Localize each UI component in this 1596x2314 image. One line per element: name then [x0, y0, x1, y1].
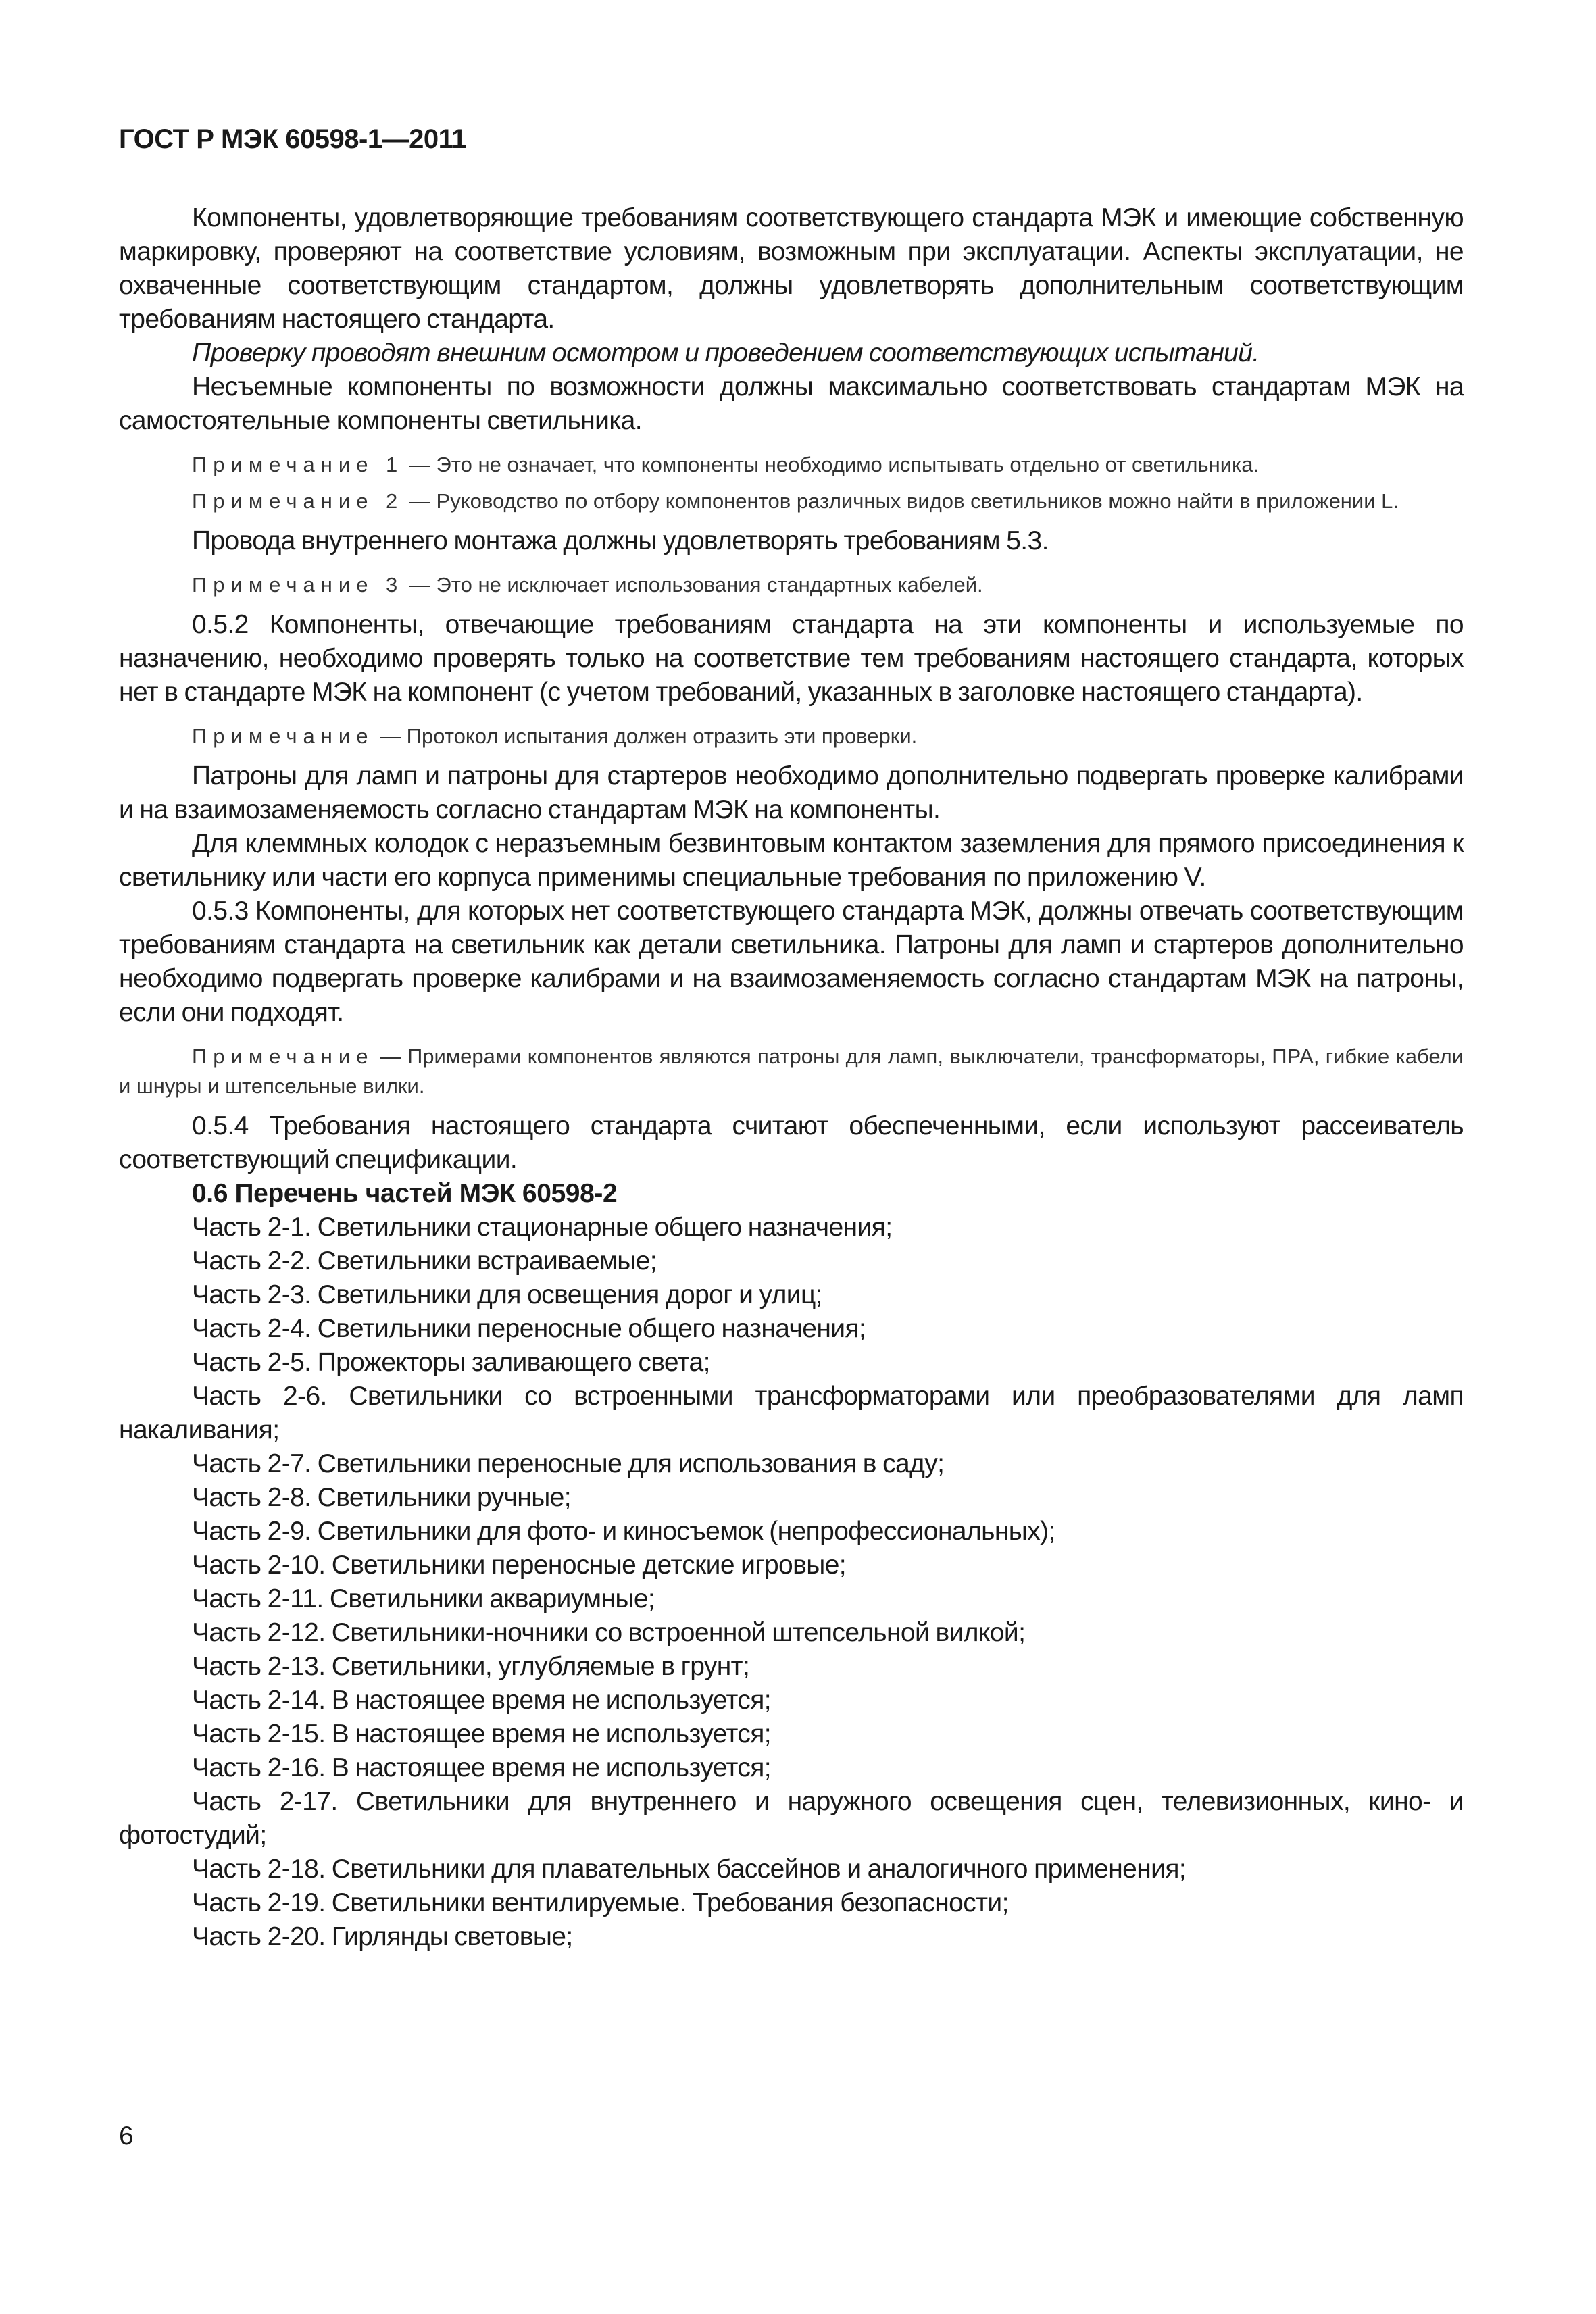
- list-item: Часть 2-14. В настоящее время не используется;: [192, 1686, 772, 1715]
- note-text: — Протокол испытания должен отразить эти проверки.: [374, 724, 918, 748]
- list-item: Часть 2-17. Светильники для внутреннего и наружного освещения сцен, телевизионных, кино- и фотостудий;: [119, 1787, 1464, 1850]
- note-text: — Это не исключает использования стандартных кабелей.: [403, 573, 983, 597]
- note-label: Примечание 2: [192, 489, 404, 513]
- paragraph: Несъемные компоненты по возможности должны максимально соответствовать стандартам МЭК на самостоятельные компоненты светильника.: [119, 372, 1464, 435]
- note-label: Примечание 3: [192, 573, 404, 597]
- note-label: Примечание: [192, 724, 374, 748]
- list-item: Часть 2-20. Гирлянды световые;: [192, 1922, 573, 1951]
- list-item: Часть 2-3. Светильники для освещения дорог и улиц;: [192, 1280, 822, 1309]
- list-item: Часть 2-6. Светильники со встроенными трансформаторами или преобразователями для ламп накаливания;: [119, 1382, 1464, 1444]
- paragraph: Компоненты, удовлетворяющие требованиям соответствующего стандарта МЭК и имеющие собственную маркировку, проверяют на соответствие условиям, возможным при эксплуатации. Аспекты эксплуатации, не охваченные соответствующим стандартом, должны удовлетворять дополнительным соответствующим требованиям настоящего стандарта.: [119, 203, 1464, 334]
- note: [119, 1042, 1464, 1101]
- note: [119, 450, 1464, 480]
- list-item: Часть 2-18. Светильники для плавательных бассейнов и аналогичного применения;: [192, 1855, 1187, 1884]
- parts-list: [119, 1211, 1464, 1954]
- paragraph: Патроны для ламп и патроны для стартеров необходимо дополнительно подвергать проверке калибрами и на взаимозаменяемость согласно стандартам МЭК на компоненты.: [119, 761, 1464, 824]
- section-title: 0.6 Перечень частей МЭК 60598-2: [192, 1179, 618, 1208]
- list-item: Часть 2-7. Светильники переносные для использования в саду;: [192, 1449, 945, 1478]
- document-body: [119, 201, 1464, 1954]
- note-text: — Примерами компонентов являются патроны для ламп, выключатели, трансформаторы, ПРА, гибкие кабели и шнуры и штепсельные вилки.: [119, 1045, 1464, 1098]
- list-item: Часть 2-5. Прожекторы заливающего света;: [192, 1348, 710, 1377]
- note-text: — Руководство по отбору компонентов различных видов светильников можно найти в приложении L.: [403, 489, 1399, 513]
- paragraph-check-method: Проверку проводят внешним осмотром и проведением соответствующих испытаний.: [192, 338, 1260, 368]
- paragraph: 0.5.2 Компоненты, отвечающие требованиям стандарта на эти компоненты и используемые по назначению, необходимо проверять только на соответствие тем требованиям настоящего стандарта, которых нет в стандарте МЭК на компонент (с учетом требований, указанных в заголовке настоящего стандарта).: [119, 610, 1464, 707]
- paragraph: Провода внутреннего монтажа должны удовлетворять требованиям 5.3.: [192, 526, 1049, 555]
- list-item: Часть 2-15. В настоящее время не используется;: [192, 1719, 772, 1749]
- paragraph: Для клеммных колодок с неразъемным безвинтовым контактом заземления для прямого присоединения к светильнику или части его корпуса применимы специальные требования по приложению V.: [119, 829, 1464, 892]
- note-label: Примечание: [192, 1045, 374, 1068]
- list-item: Часть 2-11. Светильники аквариумные;: [192, 1584, 655, 1613]
- note-label: Примечание 1: [192, 453, 404, 476]
- paragraph: 0.5.3 Компоненты, для которых нет соответствующего стандарта МЭК, должны отвечать соответствующим требованиям стандарта на светильник как детали светильника. Патроны для ламп и стартеров дополнительно необходимо подвергать проверке калибрами и на взаимозаменяемость согласно стандартам МЭК на патроны, если они подходят.: [119, 897, 1464, 1027]
- list-item: Часть 2-2. Светильники встраиваемые;: [192, 1247, 657, 1276]
- list-item: Часть 2-4. Светильники переносные общего назначения;: [192, 1314, 866, 1343]
- note: [119, 722, 1464, 751]
- list-item: Часть 2-1. Светильники стационарные общего назначения;: [192, 1213, 893, 1242]
- note: [119, 486, 1464, 516]
- list-item: Часть 2-9. Светильники для фото- и киносъемок (непрофессиональных);: [192, 1517, 1055, 1546]
- list-item: Часть 2-13. Светильники, углубляемые в грунт;: [192, 1652, 750, 1681]
- list-item: Часть 2-8. Светильники ручные;: [192, 1483, 571, 1512]
- page-number: 6: [119, 2121, 134, 2150]
- paragraph: 0.5.4 Требования настоящего стандарта считают обеспеченными, если используют рассеиватель соответствующий спецификации.: [119, 1111, 1464, 1174]
- list-item: Часть 2-10. Светильники переносные детские игровые;: [192, 1551, 847, 1580]
- list-item: Часть 2-16. В настоящее время не используется;: [192, 1753, 772, 1782]
- document-header: ГОСТ Р МЭК 60598-1—2011: [119, 124, 466, 154]
- note-text: — Это не означает, что компоненты необходимо испытывать отдельно от светильника.: [403, 453, 1260, 476]
- list-item: Часть 2-12. Светильники-ночники со встроенной штепсельной вилкой;: [192, 1618, 1026, 1647]
- note: [119, 570, 1464, 600]
- list-item: Часть 2-19. Светильники вентилируемые. Требования безопасности;: [192, 1888, 1009, 1917]
